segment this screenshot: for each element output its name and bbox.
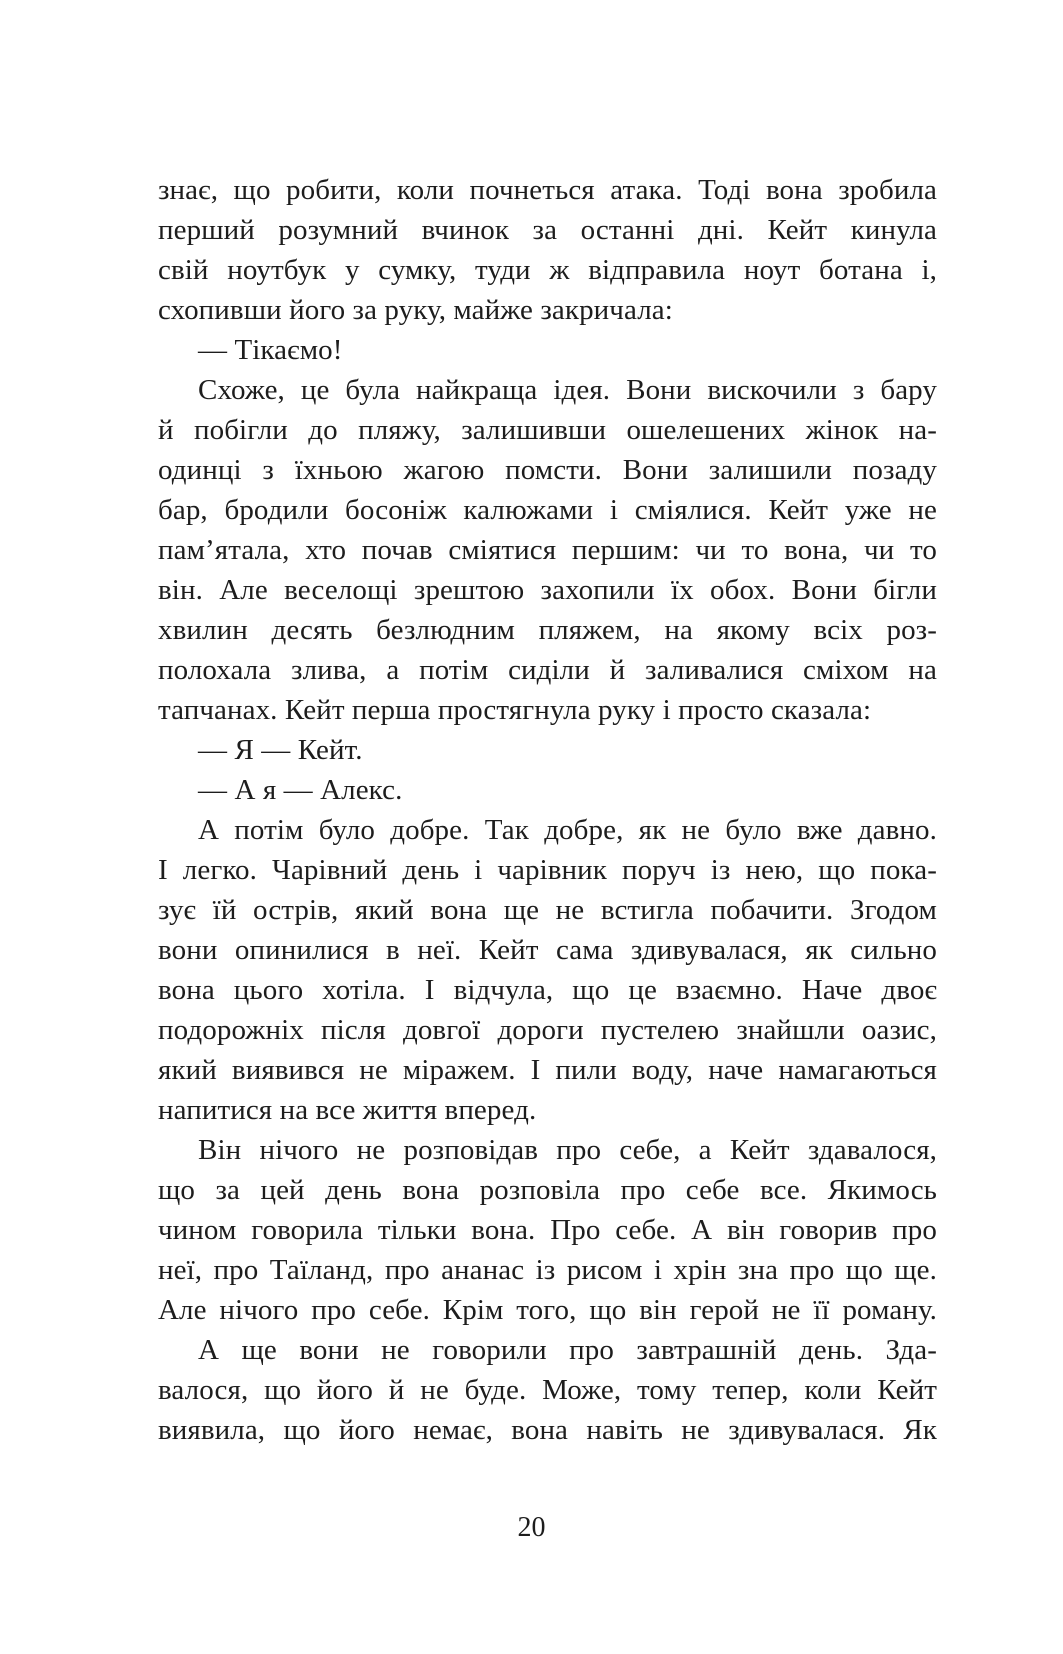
text-line: подорожніх після довгої дороги пустелею знайшли оазис,	[158, 1014, 937, 1046]
text-line: напитися на все життя вперед.	[158, 1094, 537, 1126]
text-line: неї, про Таїланд, про ананас із рисом і хрін зна про що ще.	[158, 1254, 937, 1286]
text-line: А потім було добре. Так добре, як не було вже давно.	[198, 814, 937, 846]
text-line: бар, бродили босоніж калюжами і сміялися. Кейт уже не	[158, 494, 937, 526]
text-line: тапчанах. Кейт перша простягнула руку і просто сказала:	[158, 694, 872, 726]
text-line: виявила, що його немає, вона навіть не здивувалася. Як	[158, 1414, 937, 1446]
text-line: знає, що робити, коли почнеться атака. Тоді вона зробила	[158, 174, 937, 206]
text-line: пам’ятала, хто почав сміятися першим: чи то вона, чи то	[158, 534, 937, 566]
text-line: Він нічого не розповідав про себе, а Кейт здавалося,	[198, 1134, 937, 1166]
text-line: полохала злива, а потім сиділи й заливалися сміхом на	[158, 654, 937, 686]
text-line: — Я — Кейт.	[198, 734, 363, 766]
text-line: зує їй острів, який вона ще не встигла побачити. Згодом	[158, 894, 937, 926]
text-line: вона цього хотіла. І відчула, що це взаємно. Наче двоє	[158, 974, 937, 1006]
page-number: 20	[517, 1512, 546, 1543]
text-line: Але нічого про себе. Крім того, що він герой не її роману.	[158, 1294, 937, 1326]
text-line: й побігли до пляжу, залишивши ошелешених жінок на-	[158, 414, 937, 446]
text-line: вони опинилися в неї. Кейт сама здивувалася, як сильно	[158, 934, 937, 966]
text-line: валося, що його й не буде. Може, тому тепер, коли Кейт	[158, 1374, 937, 1406]
text-line: — А я — Алекс.	[198, 774, 403, 806]
text-line: схопивши його за руку, майже закричала:	[158, 294, 673, 326]
text-line: що за цей день вона розповіла про себе все. Якимось	[158, 1174, 937, 1206]
text-line: — Тікаємо!	[198, 334, 343, 366]
text-line: який виявився не міражем. І пили воду, наче намагаються	[158, 1054, 937, 1086]
text-line: І легко. Чарівний день і чарівник поруч із нею, що пока-	[158, 854, 937, 886]
text-line: хвилин десять безлюдним пляжем, на якому всіх роз-	[158, 614, 937, 646]
text-line: чином говорила тільки вона. Про себе. А він говорив про	[158, 1214, 937, 1246]
text-line: А ще вони не говорили про завтрашній день. Зда-	[198, 1334, 937, 1366]
text-line: одинці з їхньою жагою помсти. Вони залишили позаду	[158, 454, 937, 486]
text-line: він. Але веселощі зрештою захопили їх обох. Вони бігли	[158, 574, 937, 606]
text-line: Схоже, це була найкраща ідея. Вони вискочили з бару	[198, 374, 937, 406]
text-block	[158, 170, 937, 1450]
text-line: свій ноутбук у сумку, туди ж відправила ноут ботана і,	[158, 254, 937, 286]
text-line: перший розумний вчинок за останні дні. Кейт кинула	[158, 214, 937, 246]
